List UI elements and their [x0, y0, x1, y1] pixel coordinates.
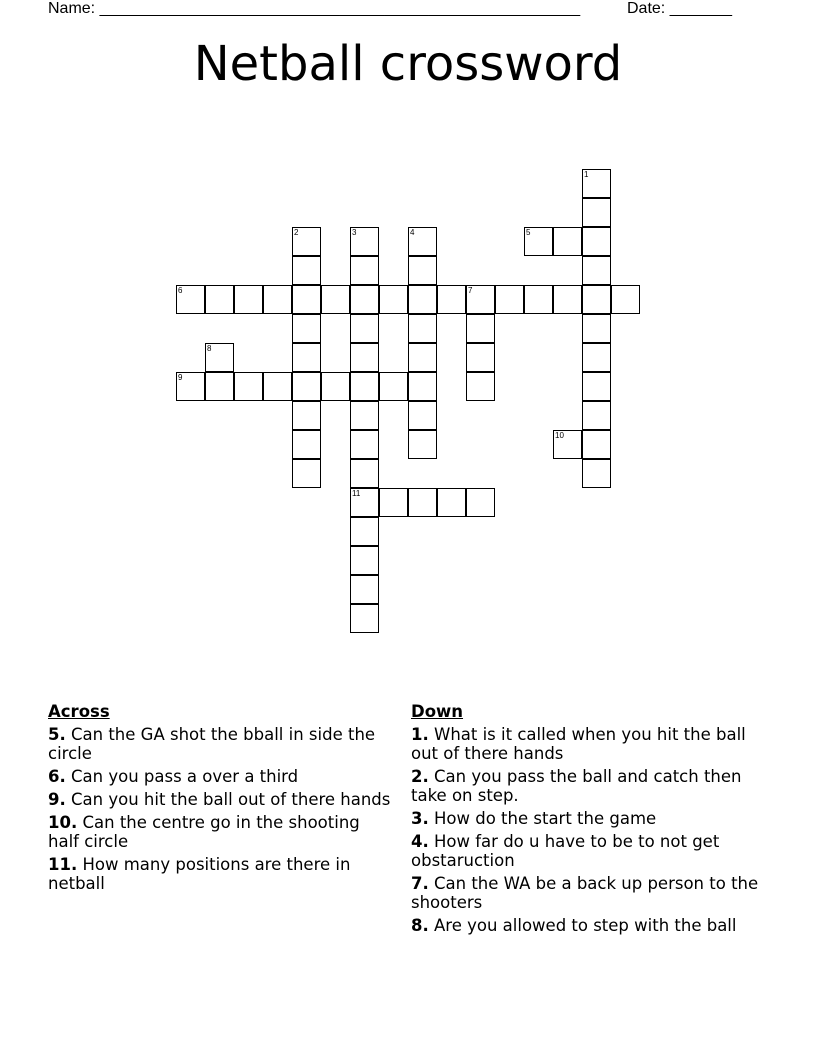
crossword-cell[interactable] — [466, 372, 495, 401]
clue-text: Can the centre go in the shooting half circle — [48, 813, 360, 851]
clue-text: Can you pass a over a third — [71, 767, 299, 786]
clue-number: 8. — [411, 916, 429, 935]
crossword-cell[interactable] — [350, 430, 379, 459]
crossword-cell[interactable] — [408, 401, 437, 430]
crossword-cell[interactable] — [234, 285, 263, 314]
clue-number: 1. — [411, 725, 429, 744]
clue-number: 5. — [48, 725, 66, 744]
crossword-cell[interactable] — [292, 401, 321, 430]
date-field-label: Date: _______ — [627, 0, 732, 17]
crossword-cell[interactable] — [495, 285, 524, 314]
crossword-cell[interactable] — [292, 285, 321, 314]
crossword-cell[interactable] — [350, 517, 379, 546]
clue-number-label: 10 — [555, 431, 564, 440]
crossword-cell[interactable] — [350, 604, 379, 633]
crossword-cell[interactable] — [466, 314, 495, 343]
crossword-cell[interactable] — [408, 430, 437, 459]
clue-number: 9. — [48, 790, 66, 809]
clue-number-label: 11 — [352, 489, 361, 498]
clue-number: 3. — [411, 809, 429, 828]
crossword-cell[interactable] — [234, 372, 263, 401]
crossword-cell[interactable] — [292, 314, 321, 343]
across-clue — [48, 725, 393, 763]
crossword-cell[interactable] — [263, 285, 292, 314]
crossword-cell[interactable] — [408, 227, 437, 256]
clue-text: Can you pass the ball and catch then take on step. — [411, 767, 742, 805]
across-heading: Across — [48, 702, 110, 721]
clue-number: 10. — [48, 813, 78, 832]
crossword-cell[interactable] — [553, 285, 582, 314]
crossword-cell[interactable] — [350, 256, 379, 285]
clue-text: How do the start the game — [434, 809, 657, 828]
clue-text: How far do u have to be to not get obstaruction — [411, 832, 720, 870]
clue-text: Can the GA shot the bball in side the circle — [48, 725, 376, 763]
crossword-cell[interactable] — [408, 256, 437, 285]
crossword-cell[interactable] — [350, 488, 379, 517]
crossword-cell[interactable] — [466, 343, 495, 372]
crossword-cell[interactable] — [350, 227, 379, 256]
down-clue — [411, 809, 761, 828]
crossword-cell[interactable] — [553, 227, 582, 256]
down-heading: Down — [411, 702, 464, 721]
clue-number: 7. — [411, 874, 429, 893]
crossword-cell[interactable] — [582, 343, 611, 372]
crossword-cell[interactable] — [582, 314, 611, 343]
crossword-cell[interactable] — [408, 314, 437, 343]
clue-number-label: 4 — [410, 228, 415, 237]
crossword-cell[interactable] — [321, 372, 350, 401]
clue-number-label: 5 — [526, 228, 531, 237]
clue-text: What is it called when you hit the ball out of there hands — [411, 725, 746, 763]
crossword-cell[interactable] — [582, 401, 611, 430]
down-clue — [411, 767, 761, 805]
crossword-cell[interactable] — [553, 430, 582, 459]
crossword-cell[interactable] — [350, 401, 379, 430]
crossword-cell[interactable] — [466, 285, 495, 314]
crossword-cell[interactable] — [292, 430, 321, 459]
down-clues — [411, 702, 761, 939]
crossword-cell[interactable] — [524, 285, 553, 314]
crossword-cell[interactable] — [350, 372, 379, 401]
crossword-cell[interactable] — [292, 227, 321, 256]
crossword-cell[interactable] — [350, 459, 379, 488]
crossword-cell[interactable] — [582, 285, 611, 314]
across-clue — [48, 855, 393, 893]
across-clues — [48, 702, 393, 897]
down-clue — [411, 725, 761, 763]
page-title: Netball crossword — [193, 36, 623, 92]
clue-number-label: 8 — [207, 344, 212, 353]
crossword-cell[interactable] — [466, 488, 495, 517]
crossword-cell[interactable] — [437, 488, 466, 517]
crossword-cell[interactable] — [263, 372, 292, 401]
clue-text: Are you allowed to step with the ball — [434, 916, 737, 935]
crossword-cell[interactable] — [408, 488, 437, 517]
across-clue — [48, 790, 393, 809]
crossword-cell[interactable] — [350, 575, 379, 604]
clue-number: 4. — [411, 832, 429, 851]
clue-text: Can you hit the ball out of there hands — [71, 790, 391, 809]
crossword-cell[interactable] — [611, 285, 640, 314]
crossword-cell[interactable] — [292, 372, 321, 401]
clue-text: How many positions are there in netball — [48, 855, 351, 893]
crossword-cell[interactable] — [292, 256, 321, 285]
across-clue — [48, 813, 393, 851]
crossword-cell[interactable] — [582, 169, 611, 198]
crossword-cell[interactable] — [350, 546, 379, 575]
crossword-cell[interactable] — [437, 285, 466, 314]
clue-number-label: 1 — [584, 170, 589, 179]
crossword-cell[interactable] — [292, 459, 321, 488]
crossword-cell[interactable] — [582, 227, 611, 256]
crossword-cell[interactable] — [582, 198, 611, 227]
crossword-cell[interactable] — [205, 372, 234, 401]
down-clue — [411, 874, 761, 912]
crossword-cell[interactable] — [350, 343, 379, 372]
name-field-label: Name: ______________________________________________________ — [48, 0, 581, 17]
crossword-cell[interactable] — [379, 285, 408, 314]
clue-text: Can the WA be a back up person to the shooters — [411, 874, 759, 912]
crossword-cell[interactable] — [176, 372, 205, 401]
clue-number: 2. — [411, 767, 429, 786]
crossword-cell[interactable] — [582, 430, 611, 459]
crossword-cell[interactable] — [408, 343, 437, 372]
clue-number-label: 3 — [352, 228, 357, 237]
crossword-cell[interactable] — [205, 285, 234, 314]
crossword-cell[interactable] — [205, 343, 234, 372]
crossword-cell[interactable] — [524, 227, 553, 256]
crossword-cell[interactable] — [350, 285, 379, 314]
crossword-cell[interactable] — [321, 285, 350, 314]
crossword-cell[interactable] — [292, 343, 321, 372]
clue-number: 6. — [48, 767, 66, 786]
down-clue — [411, 916, 761, 935]
across-clue — [48, 767, 393, 786]
clue-number-label: 9 — [178, 373, 183, 382]
crossword-cell[interactable] — [408, 285, 437, 314]
crossword-cell[interactable] — [350, 314, 379, 343]
clue-number-label: 7 — [468, 286, 473, 295]
crossword-cell[interactable] — [379, 488, 408, 517]
clue-number: 11. — [48, 855, 78, 874]
crossword-cell[interactable] — [408, 372, 437, 401]
clue-number-label: 2 — [294, 228, 299, 237]
clue-number-label: 6 — [178, 286, 183, 295]
crossword-cell[interactable] — [582, 256, 611, 285]
crossword-cell[interactable] — [379, 372, 408, 401]
crossword-cell[interactable] — [582, 372, 611, 401]
crossword-cell[interactable] — [176, 285, 205, 314]
crossword-cell[interactable] — [582, 459, 611, 488]
down-clue — [411, 832, 761, 870]
